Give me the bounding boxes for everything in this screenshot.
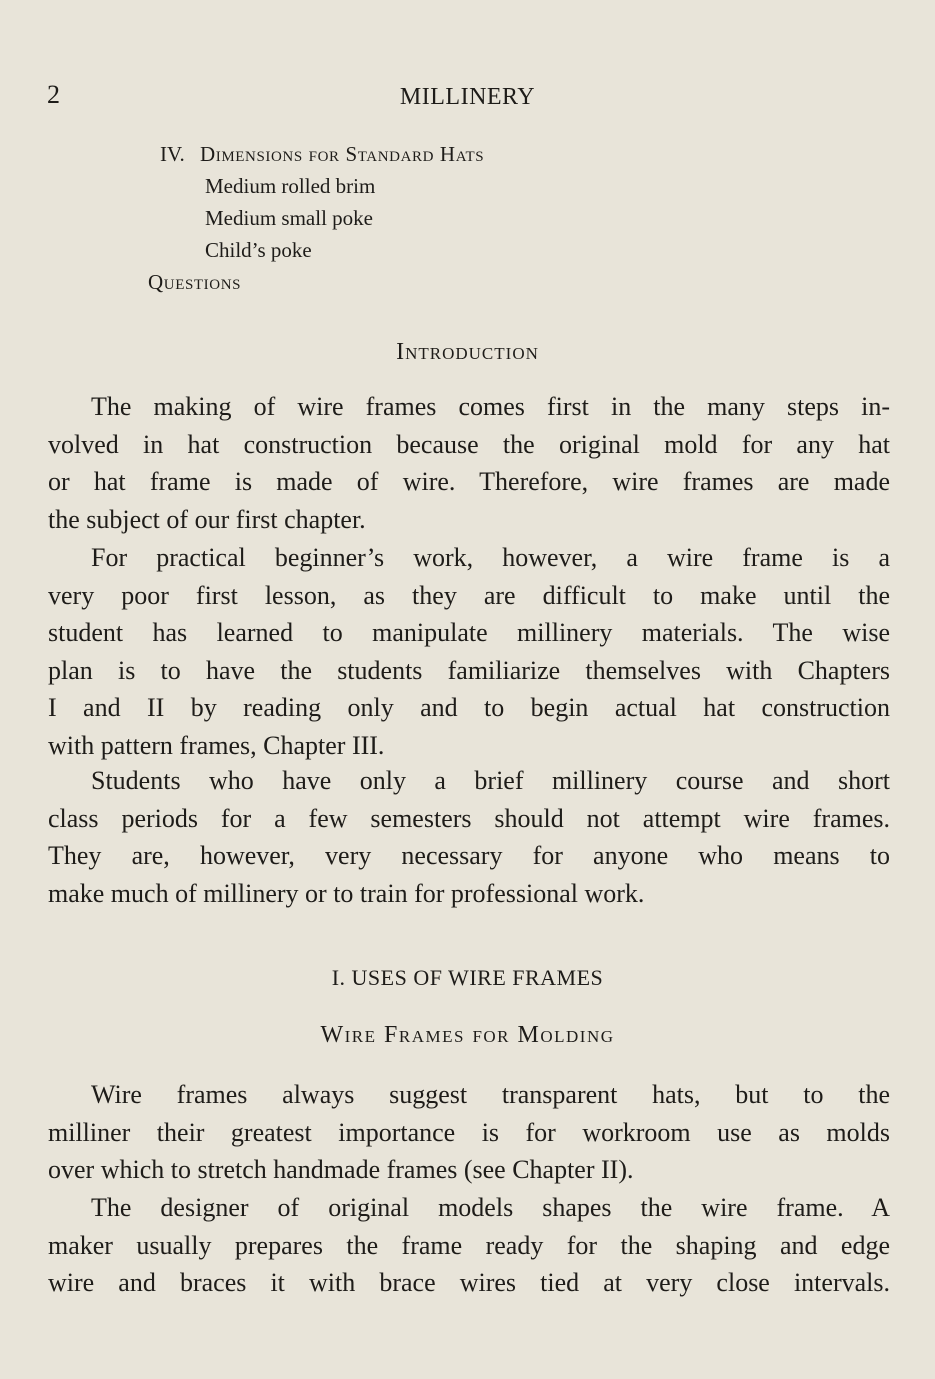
text-line: volved in hat construction because the original mold for any hat	[48, 429, 890, 459]
introduction-paragraph-2	[48, 539, 890, 764]
text-line: the subject of our first chapter.	[48, 504, 366, 534]
introduction-heading: Introduction	[396, 339, 539, 365]
text-line: over which to stretch handmade frames (see Chapter II).	[48, 1155, 634, 1184]
introduction-paragraph-1	[48, 388, 890, 538]
subsection-heading: Wire Frames for Molding	[320, 1022, 615, 1048]
text-line: or hat frame is made of wire. Therefore, wire frames are made	[48, 467, 890, 496]
text-line: Wire frames always suggest transparent hats, but to the	[91, 1080, 890, 1109]
section-heading: I. USES OF WIRE FRAMES	[331, 965, 604, 990]
text-line: Students who have only a brief millinery course and short	[91, 766, 890, 795]
toc-section-entry	[160, 140, 484, 168]
text-line: The designer of original models shapes the wire frame. A	[91, 1193, 890, 1222]
section-paragraph-2	[48, 1189, 890, 1302]
text-line: class periods for a few semesters should not attempt wire frames.	[48, 803, 890, 833]
toc-questions: Questions	[148, 270, 242, 294]
page-number: 2	[47, 80, 60, 109]
text-line: plan is to have the students familiarize themselves with Chapters	[48, 655, 890, 685]
toc-item: Child’s poke	[205, 238, 312, 262]
running-title: MILLINERY	[399, 84, 536, 110]
text-line: maker usually prepares the frame ready for the shaping and edge	[48, 1230, 890, 1260]
text-line: student has learned to manipulate millinery materials. The wise	[48, 618, 890, 647]
text-line: with pattern frames, Chapter III.	[48, 730, 385, 760]
text-line: The making of wire frames comes first in the many steps in-	[91, 392, 890, 421]
text-line: I and II by reading only and to begin actual hat construction	[48, 693, 890, 722]
text-line: For practical beginner’s work, however, a wire frame is a	[91, 543, 890, 572]
text-line: milliner their greatest importance is for workroom use as molds	[48, 1117, 890, 1147]
text-line: They are, however, very necessary for anyone who means to	[48, 841, 890, 870]
toc-item: Medium small poke	[205, 206, 373, 230]
text-line: make much of millinery or to train for professional work.	[48, 878, 645, 908]
introduction-paragraph-3	[48, 762, 890, 912]
section-paragraph-1	[48, 1076, 890, 1189]
text-line: very poor first lesson, as they are difficult to make until the	[48, 580, 890, 610]
toc-item: Medium rolled brim	[205, 174, 376, 198]
toc-section-title: Dimensions for Standard Hats	[199, 142, 485, 166]
text-line: wire and braces it with brace wires tied at very close intervals.	[48, 1268, 890, 1297]
toc-section-numeral: IV.	[160, 142, 185, 166]
